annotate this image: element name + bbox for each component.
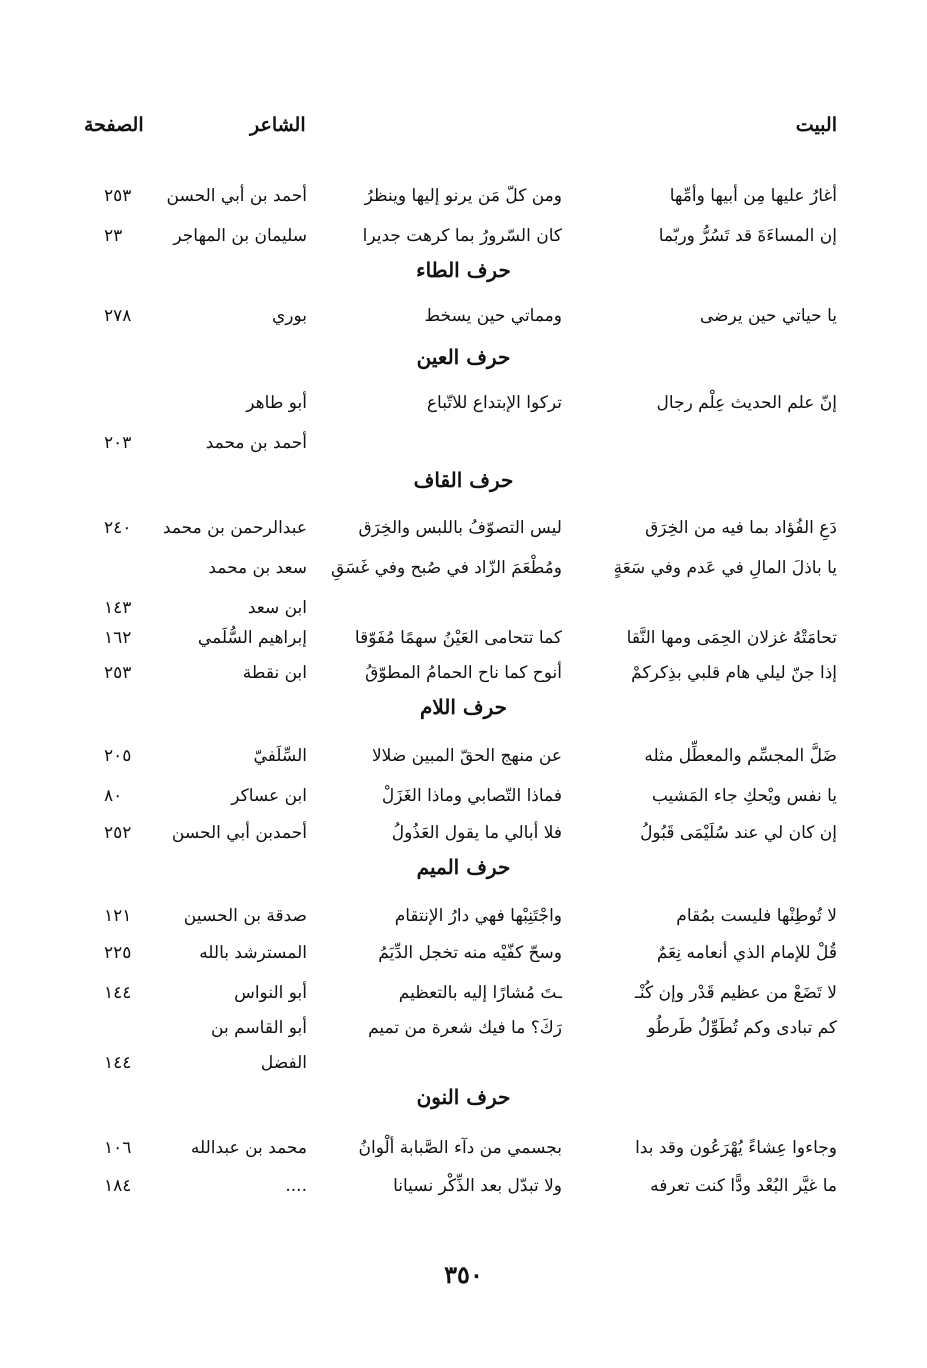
index-row — [0, 975, 927, 1015]
verse-first-hemistich: لا تَضَعْ من عظيم قَدْر وإن كُنْـ — [634, 983, 837, 1003]
page-ref: ٢٠٣ — [104, 433, 132, 453]
verse-second-hemistich: ومُطْعَمَ الزّاد في صُبح وفي غَسَقِ — [331, 558, 562, 578]
index-row — [0, 898, 927, 938]
page-ref: ١٦٢ — [104, 628, 132, 648]
page-ref: ١٤٤ — [104, 983, 132, 1003]
verse-first-hemistich: يا حياتي حين يرضى — [699, 306, 837, 326]
page-number: ٣٥٠ — [444, 1260, 483, 1289]
section-title: حرف القاف — [413, 468, 514, 492]
verse-second-hemistich: فماذا التّصابي وماذا الغَزَلْ — [381, 786, 562, 806]
poet-name: ابن عساكر — [231, 786, 307, 806]
verse-first-hemistich: يا نفس ويْحكِ جاء المَشيب — [651, 786, 837, 806]
verse-first-hemistich: إنّ علم الحديث عِلْم رجال — [656, 393, 837, 413]
poet-name: عبدالرحمن بن محمد — [162, 518, 307, 538]
verse-second-hemistich: ومن كلّ مَن يرنو إليها وينظرُ — [364, 186, 562, 206]
page-ref: ٢٧٨ — [104, 306, 132, 326]
verse-second-hemistich: كما تتحامى العَيْنُ سهمًا مُفَوّقا — [354, 628, 562, 648]
section-title: حرف اللام — [419, 695, 508, 719]
index-row — [0, 778, 927, 818]
index-row — [0, 385, 927, 425]
verse-first-hemistich: أغارُ عليها مِن أبيها وأمِّها — [669, 186, 837, 206]
poet-name: محمد بن عبدالله — [190, 1138, 307, 1158]
page-ref: ١٢١ — [104, 906, 132, 926]
poet-name: أبو القاسم بن — [211, 1018, 307, 1038]
poet-name: ابن سعد — [247, 598, 307, 618]
index-row — [0, 1168, 927, 1208]
index-row — [0, 1045, 927, 1085]
index-row — [0, 655, 927, 695]
poet-name: المسترشد بالله — [199, 943, 307, 963]
verse-second-hemistich: واجْتَنِبْها فهي دارُ الإنتقام — [394, 906, 562, 926]
verse-first-hemistich: لا تُوطِنْها فليست بمُقام — [676, 906, 837, 926]
index-row — [0, 935, 927, 975]
page-ref: ١٠٦ — [104, 1138, 132, 1158]
verse-first-hemistich: ضَلَّ المجسِّم والمعطِّل مثله — [644, 746, 837, 766]
page-ref: ٢٢٥ — [104, 943, 132, 963]
page-ref: ٢٥٢ — [104, 823, 132, 843]
section-title: حرف الميم — [416, 855, 511, 879]
poet-name: إبراهيم السُّلَمي — [197, 628, 307, 648]
verse-second-hemistich: ولا تبدّل بعد الذِّكْر نسيانا — [393, 1176, 562, 1196]
poet-name: بوري — [271, 306, 307, 326]
poet-name: أحمدبن أبي الحسن — [171, 823, 307, 843]
section-title: حرف العين — [416, 345, 511, 369]
poet-name: الفضل — [260, 1053, 307, 1073]
page-ref: ١٨٤ — [104, 1176, 132, 1196]
verse-first-hemistich: إن كان لي عند سُلَيْمَى قَبُولُ — [640, 823, 837, 843]
verse-second-hemistich: تركوا الإبتداع للاتّباع — [426, 393, 562, 413]
verse-second-hemistich: كان السّرورُ بما كرهت جديرا — [362, 226, 562, 246]
poet-name: أحمد بن أبي الحسن — [166, 186, 307, 206]
poet-name: صدقة بن الحسين — [183, 906, 307, 926]
verse-second-hemistich: فلا أبالي ما يقول العَذُولُ — [391, 823, 562, 843]
verse-second-hemistich: وسحّ كفّيْه منه تخجل الدِّيَمُ — [378, 943, 562, 963]
verse-first-hemistich: وجاءوا عِشاءً يُهْرَعُون وقد بدا — [635, 1138, 837, 1158]
index-row — [0, 298, 927, 338]
index-row — [0, 178, 927, 218]
page-ref: ٢٤٠ — [104, 518, 132, 538]
verse-first-hemistich: يا باذلَ المالِ في عَدم وفي سَعَةٍ — [613, 558, 837, 578]
poet-name: أحمد بن محمد — [205, 433, 307, 453]
poet-name: أبو طاهر — [246, 393, 307, 413]
section-title: حرف النون — [416, 1085, 511, 1109]
poet-name: سليمان بن المهاجر — [173, 226, 307, 246]
verse-first-hemistich: تحامَتْهُ غزلان الحِمَى ومها النَّقا — [626, 628, 837, 648]
verse-first-hemistich: ما غيَّر البُعْد ودًّا كنت تعرفه — [650, 1176, 837, 1196]
poet-name: سعد بن محمد — [208, 558, 307, 578]
index-row — [0, 510, 927, 550]
index-row — [0, 218, 927, 258]
verse-first-hemistich: دَعِ الفُؤاد بما فيه من الخِرَق — [645, 518, 837, 538]
page-ref: ٢٠٥ — [104, 746, 132, 766]
poet-name: أبو النواس — [234, 983, 307, 1003]
verse-second-hemistich: ومماتي حين يسخط — [424, 306, 562, 326]
index-row — [0, 1010, 927, 1050]
page-ref: ٢٥٣ — [104, 186, 132, 206]
index-row — [0, 620, 927, 660]
section-title: حرف الطاء — [416, 258, 511, 282]
verse-second-hemistich: ليس التصوّفُ باللبس والخِرَق — [358, 518, 562, 538]
verse-second-hemistich: رَكَ؟ ما فيك شعرة من تميم — [368, 1018, 562, 1038]
verse-first-hemistich: قُلْ للإمام الذي أنعامه نِعَمٌ — [656, 943, 837, 963]
index-row — [0, 815, 927, 855]
header-poet: الشاعر — [250, 114, 306, 136]
verse-second-hemistich: بجسمي من دآء الصَّبابة ألْوانُ — [358, 1138, 562, 1158]
page-ref: ٨٠ — [104, 786, 123, 806]
poet-name: ابن نقطة — [242, 663, 307, 683]
index-row — [0, 1130, 927, 1170]
header-verse: البيت — [795, 114, 837, 136]
verse-second-hemistich: أنوح كما ناح الحمامُ المطوّقُ — [365, 663, 562, 683]
header-page: الصفحة — [84, 114, 144, 136]
index-row — [0, 550, 927, 590]
verse-first-hemistich: إذا جنّ ليلي هام قلبي بذِكركمْ — [631, 663, 837, 683]
page-ref: ١٤٤ — [104, 1053, 132, 1073]
index-row — [0, 425, 927, 465]
verse-first-hemistich: إن المساءَةَ قد تَسُرُّ وربّما — [658, 226, 837, 246]
page-ref: ١٤٣ — [104, 598, 132, 618]
verse-second-hemistich: ـتَ مُشارًا إليه بالتعظيم — [398, 983, 562, 1003]
verse-first-hemistich: كم تبادى وكم تُطَوِّلُ طَرطُو — [647, 1018, 837, 1038]
verse-second-hemistich: عن منهج الحقّ المبين ضلالا — [371, 746, 562, 766]
poet-name: .... — [285, 1176, 307, 1196]
page-ref: ٢٣ — [104, 226, 123, 246]
page-ref: ٢٥٣ — [104, 663, 132, 683]
index-row — [0, 738, 927, 778]
poet-name: السِّلَفيّ — [253, 746, 307, 766]
